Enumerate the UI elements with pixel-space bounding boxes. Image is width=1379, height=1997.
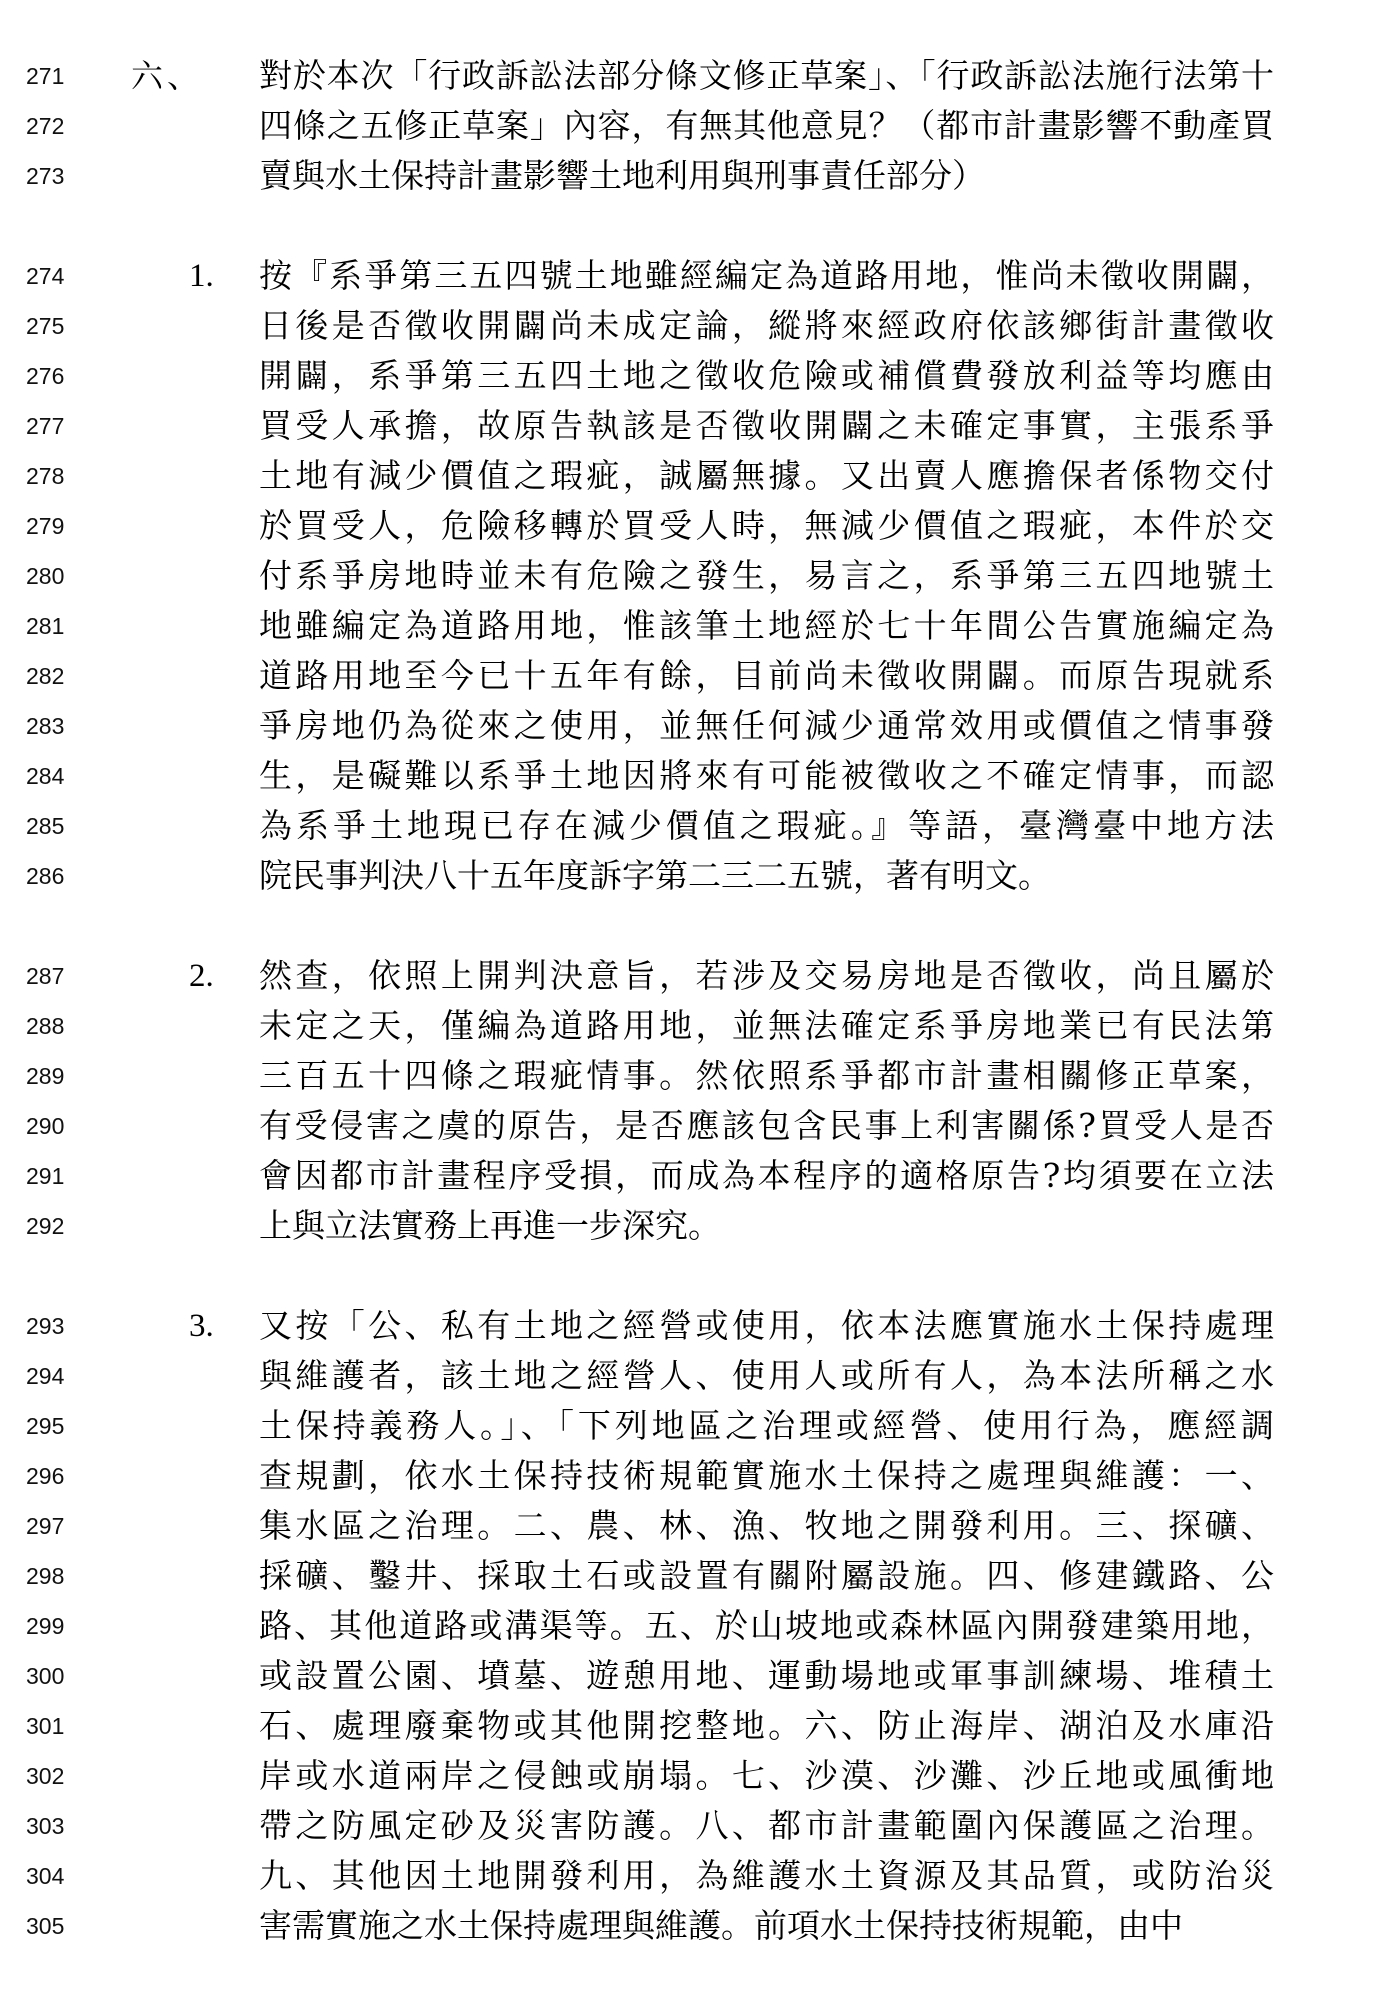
document-line <box>0 1601 1379 1651</box>
paragraph-text: 三百五十四條之瑕疵情事。然依照系爭都市計畫相關修正草案， <box>259 1056 1274 1095</box>
paragraph-text: 查規劃，依水土保持技術規範實施水土保持之處理與維護：一、 <box>259 1456 1274 1495</box>
document-line <box>0 1801 1379 1851</box>
paragraph-text: 會因都市計畫程序受損，而成為本程序的適格原告?均須要在立法 <box>259 1156 1274 1195</box>
line-number: 304 <box>26 1863 65 1889</box>
paragraph-text: 有受侵害之虞的原告，是否應該包含民事上利害關係?買受人是否 <box>259 1106 1274 1145</box>
line-number: 298 <box>26 1563 65 1589</box>
document-line <box>0 551 1379 601</box>
paragraph-text: 付系爭房地時並未有危險之發生，易言之，系爭第三五四地號土 <box>259 556 1274 595</box>
document-line <box>0 351 1379 401</box>
line-number: 290 <box>26 1113 65 1139</box>
document-line <box>0 451 1379 501</box>
document-line <box>0 1151 1379 1201</box>
line-number: 292 <box>26 1213 65 1239</box>
paragraph-text: 路、其他道路或溝渠等。五、於山坡地或森林區內開發建築用地， <box>259 1606 1274 1645</box>
line-number: 295 <box>26 1413 65 1439</box>
document-line <box>0 1301 1379 1351</box>
paragraph-text: 院民事判決八十五年度訴字第二三二五號，著有明文。 <box>259 856 1051 895</box>
document-line <box>0 1701 1379 1751</box>
document-line <box>0 101 1379 151</box>
heading-text: 四條之五修正草案」內容，有無其他意見？（都市計畫影響不動產買 <box>259 106 1274 145</box>
line-number: 289 <box>26 1063 65 1089</box>
paragraph-text: 土地有減少價值之瑕疵，誠屬無據。又出賣人應擔保者係物交付 <box>259 456 1274 495</box>
line-number: 282 <box>26 663 65 689</box>
document-line <box>0 601 1379 651</box>
document-line <box>0 501 1379 551</box>
line-number: 272 <box>26 113 65 139</box>
document-line <box>0 1851 1379 1901</box>
line-number: 300 <box>26 1663 65 1689</box>
document-line <box>0 801 1379 851</box>
line-number: 305 <box>26 1913 65 1939</box>
line-number: 287 <box>26 963 65 989</box>
document-line <box>0 1501 1379 1551</box>
line-number: 297 <box>26 1513 65 1539</box>
line-number: 281 <box>26 613 65 639</box>
document-line <box>0 1551 1379 1601</box>
document-line <box>0 651 1379 701</box>
paragraph-text: 買受人承擔，故原告執該是否徵收開闢之未確定事實，主張系爭 <box>259 406 1274 445</box>
document-line <box>0 1901 1379 1951</box>
line-number: 302 <box>26 1763 65 1789</box>
paragraph-text: 爭房地仍為從來之使用，並無任何減少通常效用或價值之情事發 <box>259 706 1274 745</box>
document-line <box>0 401 1379 451</box>
line-number: 288 <box>26 1013 65 1039</box>
paragraph-text: 帶之防風定砂及災害防護。八、都市計畫範圍內保護區之治理。 <box>259 1806 1274 1845</box>
line-number: 299 <box>26 1613 65 1639</box>
paragraph-text: 土保持義務人。」、「下列地區之治理或經營、使用行為，應經調 <box>259 1406 1274 1445</box>
line-number: 276 <box>26 363 65 389</box>
heading-text: 賣與水土保持計畫影響土地利用與刑事責任部分） <box>259 156 985 195</box>
document-line <box>0 751 1379 801</box>
paragraph-text: 或設置公園、墳墓、遊憩用地、運動場地或軍事訓練場、堆積土 <box>259 1656 1274 1695</box>
document-line <box>0 951 1379 1001</box>
paragraph-text: 地雖編定為道路用地，惟該筆土地經於七十年間公告實施編定為 <box>259 606 1274 645</box>
list-item-number: 2. <box>189 958 214 994</box>
document-line <box>0 1751 1379 1801</box>
list-item-number: 1. <box>189 258 214 294</box>
section-heading-marker: 六、 <box>131 58 204 94</box>
paragraph-text: 上與立法實務上再進一步深究。 <box>259 1206 721 1245</box>
line-number: 303 <box>26 1813 65 1839</box>
line-number: 280 <box>26 563 65 589</box>
paragraph-text: 日後是否徵收開闢尚未成定論，縱將來經政府依該鄉街計畫徵收 <box>259 306 1274 345</box>
line-number: 274 <box>26 263 65 289</box>
line-number: 285 <box>26 813 65 839</box>
heading-text: 對於本次「行政訴訟法部分條文修正草案」、「行政訴訟法施行法第十 <box>259 56 1274 95</box>
line-number: 293 <box>26 1313 65 1339</box>
paragraph-text: 又按「公、私有土地之經營或使用，依本法應實施水土保持處理 <box>259 1306 1274 1345</box>
paragraph-text: 岸或水道兩岸之侵蝕或崩塌。七、沙漠、沙灘、沙丘地或風衝地 <box>259 1756 1274 1795</box>
paragraph-text: 道路用地至今已十五年有餘，目前尚未徵收開闢。而原告現就系 <box>259 656 1274 695</box>
document-line <box>0 51 1379 101</box>
paragraph-text: 九、其他因土地開發利用，為維護水土資源及其品質，或防治災 <box>259 1856 1274 1895</box>
document-line <box>0 1401 1379 1451</box>
paragraph-text: 按『系爭第三五四號土地雖經編定為道路用地，惟尚未徵收開闢， <box>259 256 1274 295</box>
paragraph-text: 害需實施之水土保持處理與維護。前項水土保持技術規範，由中 <box>259 1906 1183 1945</box>
line-number: 273 <box>26 163 65 189</box>
document-line <box>0 1651 1379 1701</box>
paragraph-text: 集水區之治理。二、農、林、漁、牧地之開發利用。三、探礦、 <box>259 1506 1274 1545</box>
document-line <box>0 1451 1379 1501</box>
line-number: 301 <box>26 1713 65 1739</box>
paragraph-text: 為系爭土地現已存在減少價值之瑕疵。』等語，臺灣臺中地方法 <box>259 806 1274 845</box>
document-line <box>0 151 1379 201</box>
document-line <box>0 1051 1379 1101</box>
line-number: 279 <box>26 513 65 539</box>
line-number: 291 <box>26 1163 65 1189</box>
line-number: 296 <box>26 1463 65 1489</box>
list-item-number: 3. <box>189 1308 214 1344</box>
paragraph-text: 然查，依照上開判決意旨，若涉及交易房地是否徵收，尚且屬於 <box>259 956 1274 995</box>
document-line <box>0 301 1379 351</box>
document-line <box>0 701 1379 751</box>
line-number: 275 <box>26 313 65 339</box>
document-line <box>0 251 1379 301</box>
document-line <box>0 1351 1379 1401</box>
paragraph-text: 未定之天，僅編為道路用地，並無法確定系爭房地業已有民法第 <box>259 1006 1274 1045</box>
paragraph-text: 於買受人，危險移轉於買受人時，無減少價值之瑕疵，本件於交 <box>259 506 1274 545</box>
paragraph-text: 採礦、鑿井、採取土石或設置有關附屬設施。四、修建鐵路、公 <box>259 1556 1274 1595</box>
line-number: 271 <box>26 63 65 89</box>
line-number: 286 <box>26 863 65 889</box>
paragraph-text: 與維護者，該土地之經營人、使用人或所有人，為本法所稱之水 <box>259 1356 1274 1395</box>
document-line <box>0 851 1379 901</box>
paragraph-text: 生，是礙難以系爭土地因將來有可能被徵收之不確定情事，而認 <box>259 756 1274 795</box>
document-line <box>0 1101 1379 1151</box>
line-number: 284 <box>26 763 65 789</box>
line-number: 277 <box>26 413 65 439</box>
paragraph-text: 開闢，系爭第三五四土地之徵收危險或補償費發放利益等均應由 <box>259 356 1274 395</box>
paragraph-text: 石、處理廢棄物或其他開挖整地。六、防止海岸、湖泊及水庫沿 <box>259 1706 1274 1745</box>
document-line <box>0 1001 1379 1051</box>
document-line <box>0 1201 1379 1251</box>
line-number: 294 <box>26 1363 65 1389</box>
line-number: 278 <box>26 463 65 489</box>
line-number: 283 <box>26 713 65 739</box>
